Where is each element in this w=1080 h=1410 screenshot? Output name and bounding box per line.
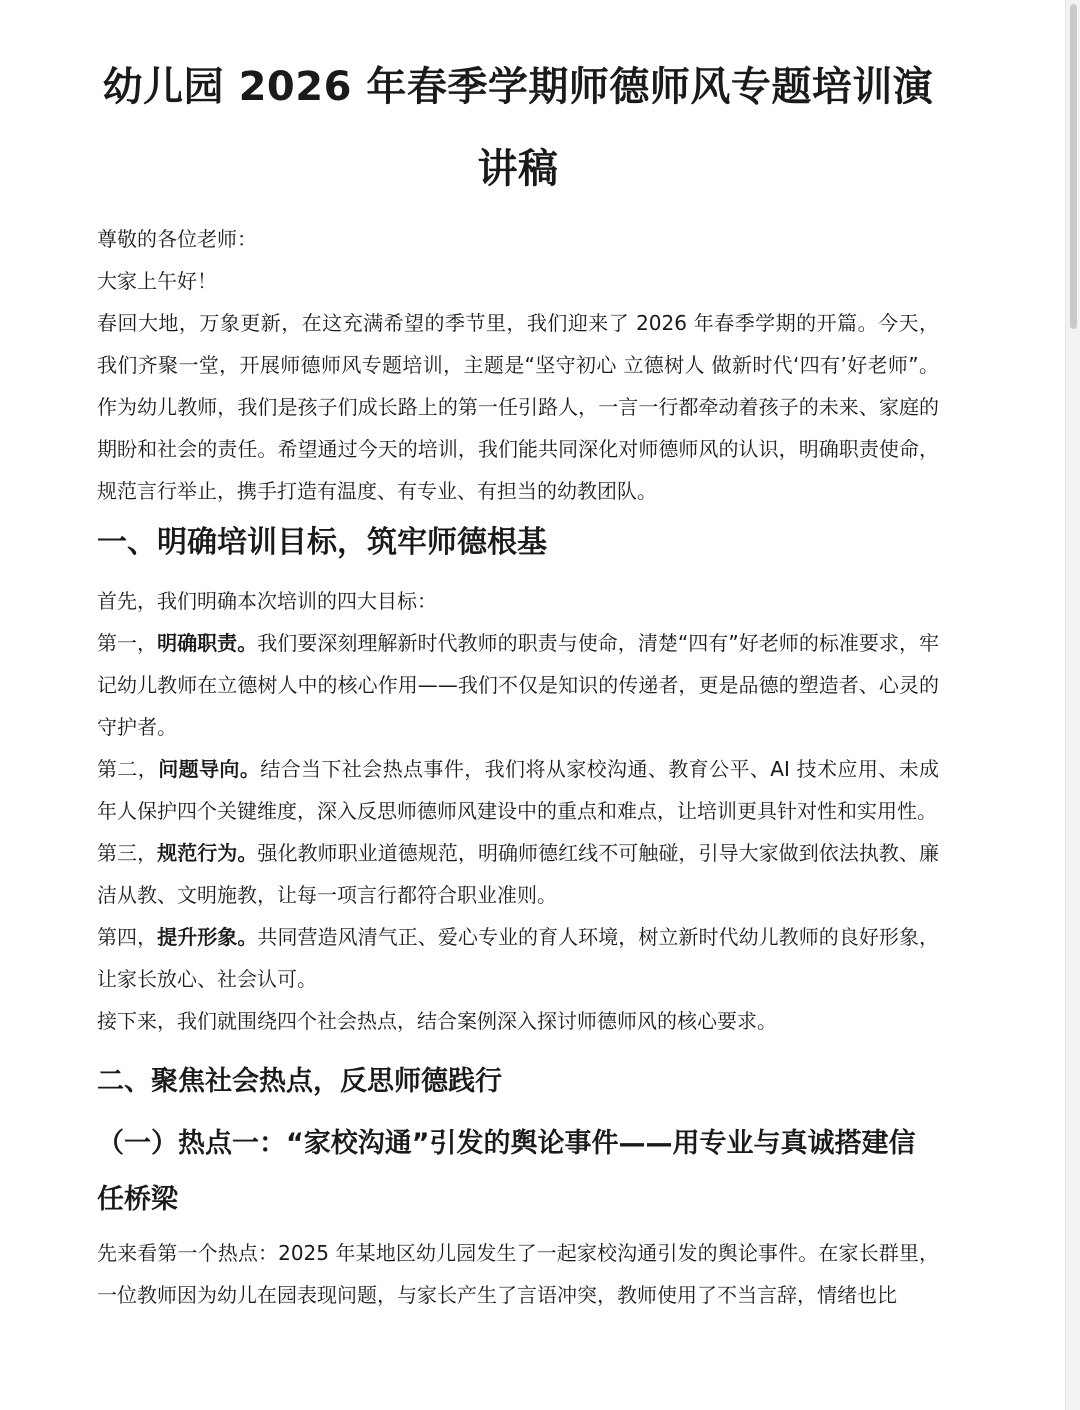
goal-text: 结合当下社会热点事件，我们将从家校沟通、教育公平、AI 技术应用、未成年人保护四个关键维度，深入反思师德师风建设中的重点和难点，让培训更具针对性和实用性。 bbox=[97, 757, 940, 823]
goal-key: 规范行为。 bbox=[157, 841, 258, 865]
goal-text: 强化教师职业道德规范，明确师德红线不可触碰，引导大家做到依法执教、廉洁从教、文明施教，让每一项言行都符合职业准则。 bbox=[97, 841, 940, 907]
section1-lead: 首先，我们明确本次培训的四大目标： bbox=[97, 589, 437, 613]
goal-item-4 bbox=[97, 916, 939, 1000]
goal-text: 我们要深刻理解新时代教师的职责与使命，清楚“四有”好老师的标准要求，牢记幼儿教师在立德树人中的核心作用——我们不仅是知识的传递者，更是品德的塑造者、心灵的守护者。 bbox=[97, 631, 939, 739]
section2-sub1-paragraph: 先来看第一个热点：2025 年某地区幼儿园发生了一起家校沟通引发的舆论事件。在家长群里，一位教师因为幼儿在园表现问题，与家长产生了言语冲突，教师使用了不当言辞，情绪也比 bbox=[97, 1241, 939, 1307]
goal-prefix: 第三， bbox=[97, 841, 158, 865]
goal-prefix: 第一， bbox=[97, 631, 158, 655]
section2-heading: 二、聚焦社会热点，反思师德践行 bbox=[97, 1066, 502, 1097]
goal-prefix: 第四， bbox=[97, 925, 158, 949]
goal-prefix: 第二， bbox=[97, 757, 159, 781]
goal-key: 问题导向。 bbox=[158, 757, 261, 781]
section1-heading: 一、明确培训目标，筑牢师德根基 bbox=[97, 525, 547, 560]
goal-item-1 bbox=[97, 622, 939, 748]
goal-item-3 bbox=[97, 832, 939, 916]
goal-key: 明确职责。 bbox=[157, 631, 258, 655]
goal-key: 提升形象。 bbox=[157, 925, 258, 949]
intro-paragraph: 春回大地，万象更新，在这充满希望的季节里，我们迎来了 2026 年春季学期的开篇。今天，我们齐聚一堂，开展师德师风专题培训，主题是“坚守初心 立德树人 做新时代‘四有’好老师”。作为幼儿教师，我们是孩子们成长路上的第一任引路人，一言一行都牵动着孩子的未来、家庭的期盼和社会的责任。希望通过今天的培训，我们能共同深化对师德师风的认识，明确职责使命，规范言行举止，携手打造有温度、有专业、有担当的幼教团队。 bbox=[97, 311, 939, 503]
section1-closing: 接下来，我们就围绕四个社会热点，结合案例深入探讨师德师风的核心要求。 bbox=[97, 1009, 777, 1033]
goal-item-2 bbox=[97, 748, 939, 832]
greeting: 尊敬的各位老师： bbox=[97, 227, 257, 251]
scrollbar-thumb[interactable] bbox=[1070, 4, 1077, 329]
vertical-scrollbar[interactable] bbox=[1065, 0, 1080, 1410]
goal-text: 共同营造风清气正、爱心专业的育人环境，树立新时代幼儿教师的良好形象，让家长放心、社会认可。 bbox=[97, 925, 940, 991]
document-content bbox=[97, 46, 939, 1316]
section2-sub1-heading: （一）热点一：“家校沟通”引发的舆论事件——用专业与真诚搭建信任桥梁 bbox=[97, 1128, 916, 1215]
hello: 大家上午好！ bbox=[97, 269, 217, 293]
document-title: 幼儿园 2026 年春季学期师德师风专题培训演讲稿 bbox=[102, 64, 934, 192]
